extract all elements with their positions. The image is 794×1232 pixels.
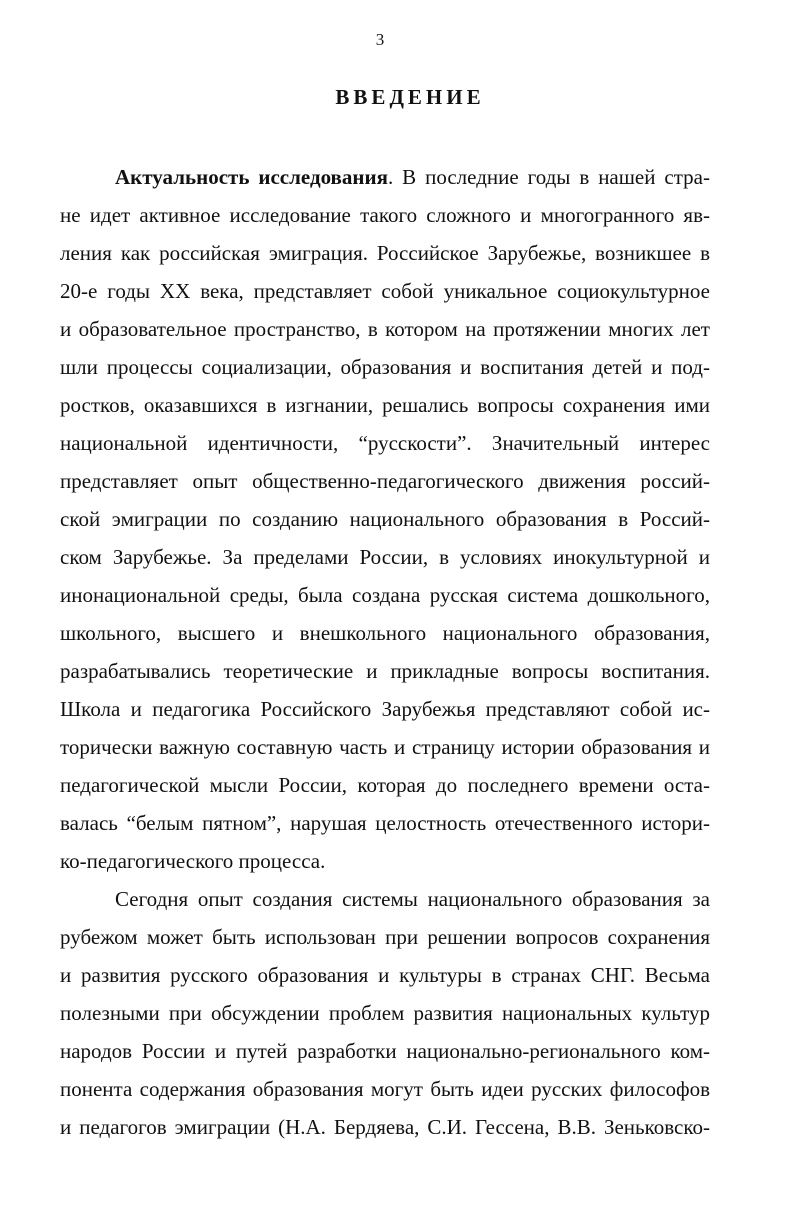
text-line: Сегодня опыт создания системы национального образования за bbox=[115, 887, 710, 911]
text-line: педагогической мысли России, которая до последнего времени оста- bbox=[60, 773, 710, 797]
text-line: не идет активное исследование такого сложного и многогранного яв- bbox=[60, 203, 710, 227]
text-line: ления как российская эмиграция. Российское Зарубежье, возникшее в bbox=[60, 241, 710, 265]
text-line: представляет опыт общественно-педагогического движения россий- bbox=[60, 469, 710, 493]
text-line: национальной идентичности, “русскости”. Значительный интерес bbox=[60, 431, 710, 455]
text-line: народов России и путей разработки национально-регионального ком- bbox=[60, 1039, 710, 1063]
lead-text: . В последние годы в нашей стра- bbox=[387, 165, 710, 189]
text-line: полезными при обсуждении проблем развития национальных культур bbox=[60, 1001, 710, 1025]
text-line: ко-педагогического процесса. bbox=[60, 849, 326, 873]
text-line: разрабатывались теоретические и прикладные вопросы воспитания. bbox=[60, 659, 710, 683]
section-title: ВВЕДЕНИЕ bbox=[335, 85, 485, 109]
text-line bbox=[115, 163, 710, 191]
text-line: ростков, оказавшихся в изгнании, решались вопросы сохранения ими bbox=[60, 393, 710, 417]
text-line: инонациональной среды, была создана русская система дошкольного, bbox=[60, 583, 710, 607]
text-line: торически важную составную часть и страницу истории образования и bbox=[60, 735, 710, 759]
text-line: и педагогов эмиграции (Н.А. Бердяева, С.И. Гессена, В.В. Зеньковско- bbox=[60, 1115, 710, 1139]
text-line: шли процессы социализации, образования и воспитания детей и под- bbox=[60, 355, 710, 379]
text-line: и развития русского образования и культуры в странах СНГ. Весьма bbox=[60, 963, 710, 987]
text-line: ской эмиграции по созданию национального образования в Россий- bbox=[60, 507, 710, 531]
text-line: и образовательное пространство, в котором на протяжении многих лет bbox=[60, 317, 710, 341]
page-number: 3 bbox=[375, 30, 385, 49]
text-line: Школа и педагогика Российского Зарубежья представляют собой ис- bbox=[60, 697, 710, 721]
text-line: рубежом может быть использован при решении вопросов сохранения bbox=[60, 925, 710, 949]
text-line: понента содержания образования могут быть идеи русских философов bbox=[60, 1077, 710, 1101]
text-line: 20-е годы XX века, представляет собой уникальное социокультурное bbox=[60, 279, 710, 303]
text-line: школьного, высшего и внешкольного национального образования, bbox=[60, 621, 710, 645]
lead-heading: Актуальность исследования bbox=[115, 165, 388, 189]
text-line: валась “белым пятном”, нарушая целостность отечественного истори- bbox=[60, 811, 710, 835]
text-line: ском Зарубежье. За пределами России, в условиях инокультурной и bbox=[60, 545, 710, 569]
